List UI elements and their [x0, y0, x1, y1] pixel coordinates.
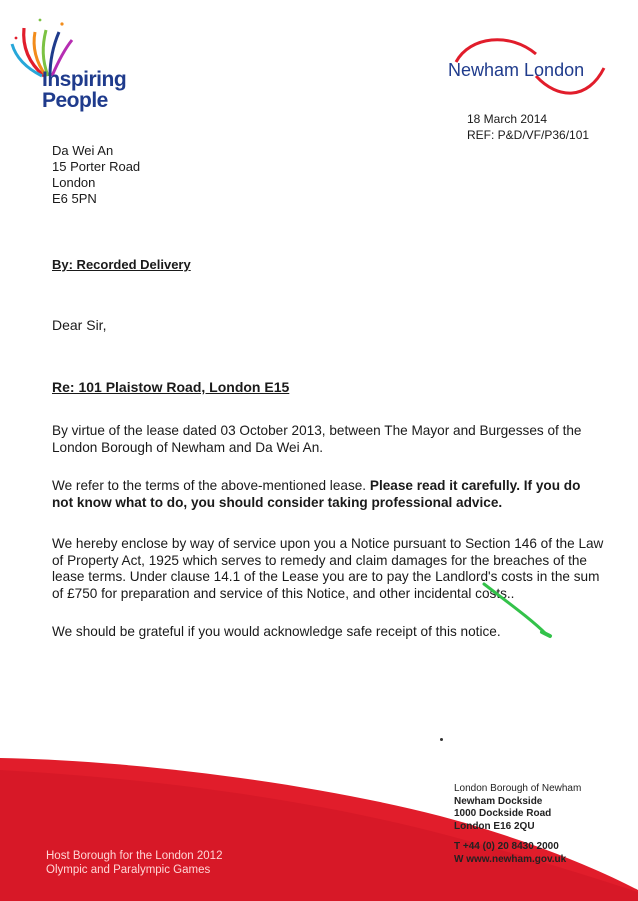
recipient-name: Da Wei An — [52, 143, 114, 158]
footer-slogan-line2: Olympic and Paralympic Games — [46, 864, 211, 876]
newham-london-logo — [440, 30, 615, 106]
footer-org: London Borough of Newham — [454, 783, 582, 794]
footer-street: 1000 Dockside Road — [454, 808, 552, 819]
footer-website[interactable]: W www.newham.gov.uk — [454, 853, 567, 865]
paragraph-acknowledge: We should be grateful if you would acknowledge safe receipt of this notice. — [52, 624, 501, 639]
logo-text-people: People — [42, 89, 108, 112]
letter-date: 18 March 2014 — [467, 112, 548, 126]
footer-building: Newham Dockside — [454, 795, 543, 807]
footer-address — [454, 783, 581, 866]
logo-text-inspiring: Inspiring — [42, 68, 127, 91]
recipient-street: 15 Porter Road — [52, 159, 141, 174]
recipient-city: London — [52, 175, 96, 190]
inspiring-people-logo — [4, 14, 134, 110]
paragraph-notice: We hereby enclose by way of service upon you a Notice pursuant to Section 146 of the Law of Property Act, 1925 which serves to remedy and claim damages for the breaches of the lease terms. Under clause 14.1 of the Lease you are to pay the Landlord's costs in the sum of £750 for preparation and service of this Notice, and other incidental costs.. — [52, 536, 604, 601]
paragraph-warning — [52, 478, 604, 511]
paragraph-warning-bold: Please read it carefully. If you do not know what to do, you should consider taking professional advice. — [52, 478, 581, 510]
subject-line: Re: 101 Plaistow Road, London E15 — [52, 379, 290, 395]
logo-text-newham: Newham — [448, 60, 520, 80]
letter-reference: REF: P&D/VF/P36/101 — [467, 128, 590, 142]
recipient-postcode: E6 5PN — [52, 191, 97, 206]
footer-slogan — [46, 849, 222, 877]
delivery-method: By: Recorded Delivery — [52, 257, 191, 272]
check-mark-icon — [480, 580, 560, 640]
logo-text-london: London — [524, 60, 585, 80]
recipient-address — [52, 143, 140, 207]
footer-phone: T +44 (0) 20 8430 2000 — [454, 841, 559, 852]
footer-slogan-line1: Host Borough for the London 2012 — [46, 850, 223, 862]
paragraph-lease: By virtue of the lease dated 03 October 2013, between The Mayor and Burgesses of the London Borough of Newham and Da Wei An. — [52, 423, 582, 455]
salutation: Dear Sir, — [52, 317, 107, 333]
paragraph-warning-text: We refer to the terms of the above-mentioned lease. — [52, 478, 370, 493]
footer-postcode: London E16 2QU — [454, 820, 535, 832]
